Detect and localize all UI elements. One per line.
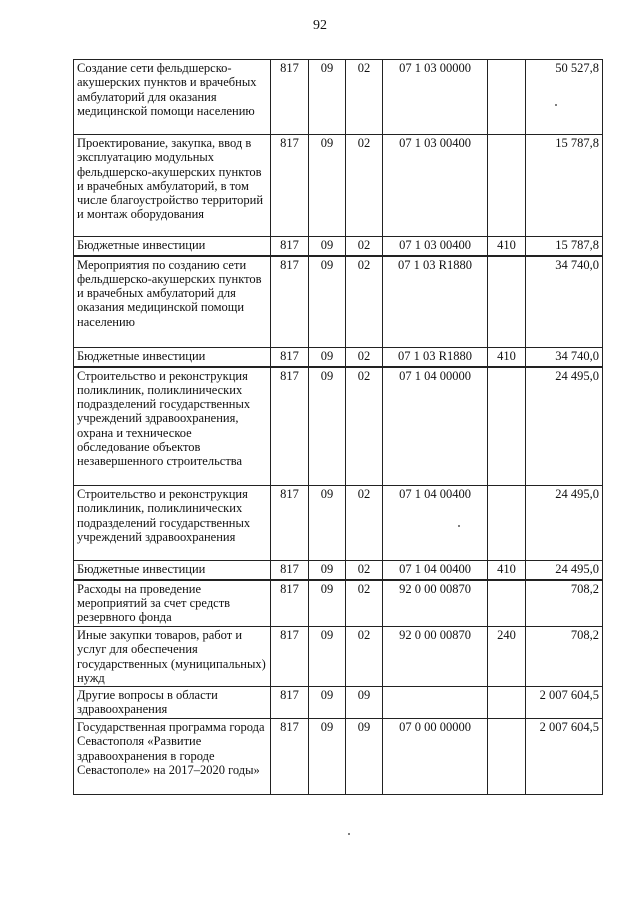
row-grbs: 817 — [271, 367, 309, 486]
row-section: 09 — [309, 367, 346, 486]
row-amount: 708,2 — [526, 627, 603, 687]
table-row — [74, 687, 603, 719]
row-expense-type: 410 — [488, 237, 526, 256]
page-number: 92 — [313, 18, 327, 33]
row-expense-type — [488, 135, 526, 237]
row-expense-type — [488, 486, 526, 561]
row-grbs: 817 — [271, 256, 309, 348]
row-section: 09 — [309, 135, 346, 237]
table-row — [74, 561, 603, 580]
row-target-article: 07 1 04 00400 — [383, 486, 488, 561]
row-section: 09 — [309, 60, 346, 135]
row-target-article — [383, 687, 488, 719]
row-section: 09 — [309, 561, 346, 580]
row-section: 09 — [309, 348, 346, 367]
row-grbs: 817 — [271, 627, 309, 687]
row-subsection: 02 — [346, 256, 383, 348]
row-target-article: 07 1 04 00400 — [383, 561, 488, 580]
row-subsection: 09 — [346, 719, 383, 795]
table-row — [74, 719, 603, 795]
row-name: Иные закупки товаров, работ и услуг для обеспечения государственных (муниципальных) нужд — [74, 627, 271, 687]
row-amount: 15 787,8 — [526, 135, 603, 237]
row-target-article: 07 1 03 R1880 — [383, 256, 488, 348]
row-subsection: 02 — [346, 237, 383, 256]
row-expense-type — [488, 256, 526, 348]
row-section: 09 — [309, 486, 346, 561]
row-target-article: 07 1 04 00000 — [383, 367, 488, 486]
table-row — [74, 486, 603, 561]
row-expense-type — [488, 580, 526, 627]
row-amount: 2 007 604,5 — [526, 687, 603, 719]
row-target-article: 92 0 00 00870 — [383, 627, 488, 687]
row-section: 09 — [309, 580, 346, 627]
row-amount: 34 740,0 — [526, 348, 603, 367]
row-subsection: 02 — [346, 486, 383, 561]
scan-speck — [458, 525, 460, 527]
row-grbs: 817 — [271, 135, 309, 237]
row-section: 09 — [309, 237, 346, 256]
row-name: Государственная программа города Севастополя «Развитие здравоохранения в городе Севастополе» на 2017–2020 годы» — [74, 719, 271, 795]
row-grbs: 817 — [271, 486, 309, 561]
row-subsection: 09 — [346, 687, 383, 719]
row-name: Создание сети фельдшерско-акушерских пунктов и врачебных амбулаторий для оказания медицинской помощи населению — [74, 60, 271, 135]
row-name: Бюджетные инвестиции — [74, 348, 271, 367]
row-target-article: 07 1 03 R1880 — [383, 348, 488, 367]
table-row — [74, 256, 603, 348]
row-amount: 15 787,8 — [526, 237, 603, 256]
row-name: Строительство и реконструкция поликлиник, поликлинических подразделений государственных учреждений здравоохранения, охрана и техническое обследование объектов незавершенного строительства — [74, 367, 271, 486]
row-grbs: 817 — [271, 348, 309, 367]
row-expense-type — [488, 367, 526, 486]
row-subsection: 02 — [346, 561, 383, 580]
budget-table — [73, 59, 603, 795]
row-amount: 708,2 — [526, 580, 603, 627]
row-target-article: 92 0 00 00870 — [383, 580, 488, 627]
row-amount: 24 495,0 — [526, 486, 603, 561]
row-subsection: 02 — [346, 60, 383, 135]
row-section: 09 — [309, 719, 346, 795]
row-section: 09 — [309, 256, 346, 348]
scan-speck — [348, 833, 350, 835]
row-amount: 34 740,0 — [526, 256, 603, 348]
row-name: Мероприятия по созданию сети фельдшерско-акушерских пунктов и врачебных амбулаторий для оказания медицинской помощи населению — [74, 256, 271, 348]
table-row — [74, 367, 603, 486]
row-expense-type: 410 — [488, 561, 526, 580]
table-row — [74, 135, 603, 237]
row-grbs: 817 — [271, 687, 309, 719]
row-subsection: 02 — [346, 627, 383, 687]
row-name: Строительство и реконструкция поликлиник, поликлинических подразделений государственных учреждений здравоохранения — [74, 486, 271, 561]
row-target-article: 07 0 00 00000 — [383, 719, 488, 795]
row-expense-type — [488, 60, 526, 135]
row-subsection: 02 — [346, 367, 383, 486]
row-name: Другие вопросы в области здравоохранения — [74, 687, 271, 719]
row-target-article: 07 1 03 00000 — [383, 60, 488, 135]
row-grbs: 817 — [271, 60, 309, 135]
row-name: Бюджетные инвестиции — [74, 561, 271, 580]
row-amount: 2 007 604,5 — [526, 719, 603, 795]
row-expense-type: 240 — [488, 627, 526, 687]
row-name: Бюджетные инвестиции — [74, 237, 271, 256]
table-row — [74, 348, 603, 367]
row-target-article: 07 1 03 00400 — [383, 135, 488, 237]
table-row — [74, 580, 603, 627]
table-row — [74, 237, 603, 256]
row-subsection: 02 — [346, 580, 383, 627]
table-row — [74, 60, 603, 135]
row-amount: 50 527,8 — [526, 60, 603, 135]
row-amount: 24 495,0 — [526, 367, 603, 486]
row-target-article: 07 1 03 00400 — [383, 237, 488, 256]
row-subsection: 02 — [346, 135, 383, 237]
row-subsection: 02 — [346, 348, 383, 367]
scan-speck — [555, 104, 557, 106]
row-section: 09 — [309, 687, 346, 719]
row-expense-type — [488, 719, 526, 795]
row-grbs: 817 — [271, 561, 309, 580]
row-grbs: 817 — [271, 237, 309, 256]
row-amount: 24 495,0 — [526, 561, 603, 580]
row-name: Расходы на проведение мероприятий за счет средств резервного фонда — [74, 580, 271, 627]
table-row — [74, 627, 603, 687]
row-expense-type — [488, 687, 526, 719]
row-grbs: 817 — [271, 719, 309, 795]
row-name: Проектирование, закупка, ввод в эксплуатацию модульных фельдшерско-акушерских пунктов и врачебных амбулаторий, в том числе благоустройство территорий и монтаж оборудования — [74, 135, 271, 237]
row-grbs: 817 — [271, 580, 309, 627]
row-expense-type: 410 — [488, 348, 526, 367]
row-section: 09 — [309, 627, 346, 687]
